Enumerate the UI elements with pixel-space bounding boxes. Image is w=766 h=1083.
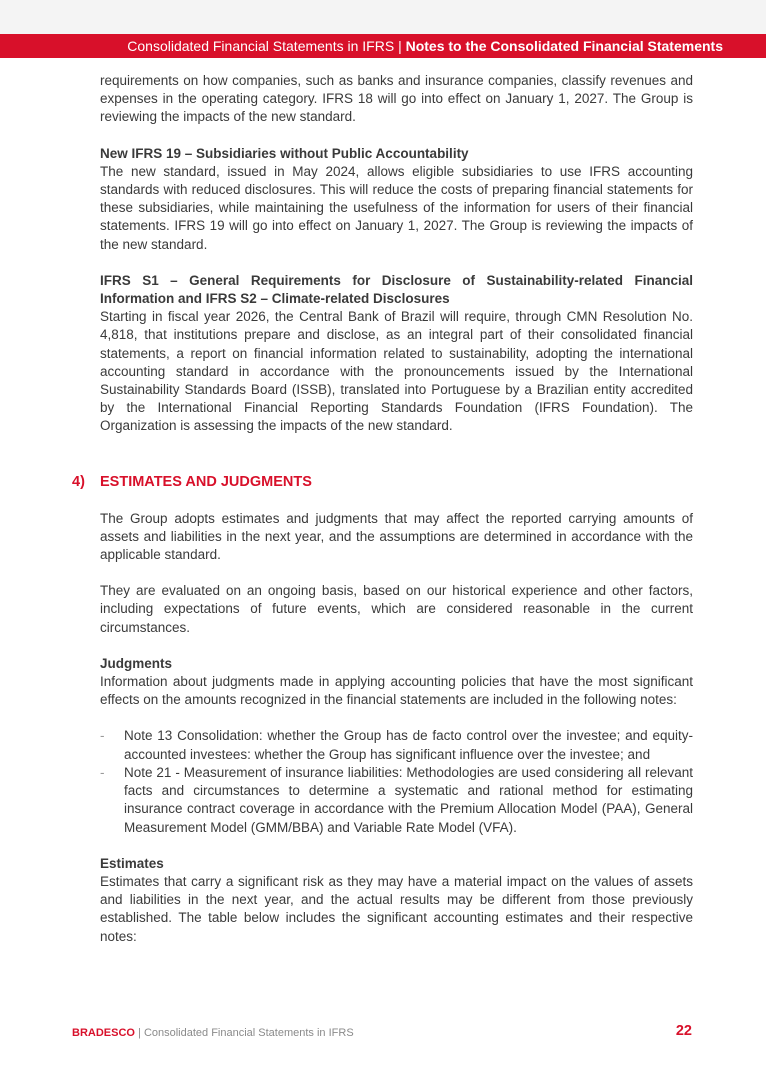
section-4-intro-paragraph-1: The Group adopts estimates and judgments that may affect the reported carrying amounts of assets and liabilities in the next year, and the assumptions are determined in accordance with the applicable standard.	[100, 510, 693, 563]
ifrs-s1-s2-heading: IFRS S1 – General Requirements for Disclosure of Sustainability-related Financial Information and IFRS S2 – Climate-related Disclosures	[100, 272, 693, 307]
page-number: 22	[675, 1023, 692, 1039]
estimates-heading: Estimates	[100, 855, 164, 871]
section-4-number: 4)	[72, 473, 85, 490]
footer-brand: BRADESCO	[72, 1027, 135, 1039]
header-separator: |	[398, 38, 402, 54]
footer-separator: |	[138, 1027, 141, 1039]
page-header	[0, 34, 766, 58]
bullet-dash: -	[100, 728, 105, 744]
list-item	[100, 727, 693, 763]
section-4-heading	[72, 472, 693, 492]
note-21-item: Note 21 - Measurement of insurance liabilities: Methodologies are used considering all relevant facts and circumstances to determine a systematic and rational method for estimating insurance contract coverage in accordance with the Premium Allocation Model (PAA), General Measurement Model (GMM/BBA) and Variable Rate Model (VFA).	[124, 764, 693, 835]
note-13-item: Note 13 Consolidation: whether the Group has de facto control over the investee; and equity-accounted investees: whether the Group has significant influence over the investee; and	[124, 728, 693, 762]
page-footer	[72, 1023, 692, 1043]
ifrs19-paragraph: The new standard, issued in May 2024, allows eligible subsidiaries to use IFRS accounting standards with reduced disclosures. This will reduce the costs of preparing financial statements for these subsidiaries, while maintaining the usefulness of the information for users of their financial statements. IFRS 19 will go into effect on January 1, 2027. The Group is reviewing the impacts of the new standard.	[100, 163, 693, 252]
judgments-paragraph: Information about judgments made in applying accounting policies that have the most significant effects on the amounts recognized in the financial statements are included in the following notes:	[100, 674, 693, 708]
list-item	[100, 764, 693, 837]
ifrs-s1-s2-paragraph: Starting in fiscal year 2026, the Central Bank of Brazil will require, through CMN Resolution No. 4,818, that institutions prepare and disclose, as an integral part of their consolidated financial statements, a report on financial information related to sustainability, adopting the international accounting standard in accordance with the pronouncements issued by the International Sustainability Standards Board (ISSB), translated into Portuguese by a Brazilian entity accredited by the International Financial Reporting Standards Foundation (IFRS Foundation). The Organization is assessing the impacts of the new standard.	[100, 309, 693, 434]
judgments-heading: Judgments	[100, 655, 173, 671]
section-4-title: ESTIMATES AND JUDGMENTS	[100, 473, 312, 490]
page-top-margin	[0, 0, 766, 34]
ifrs18-continuation-paragraph: requirements on how companies, such as banks and insurance companies, classify revenues and expenses in the operating category. IFRS 18 will go into effect on January 1, 2027. The Group is reviewing the impacts of the new standard.	[100, 73, 693, 125]
bullet-dash: -	[100, 764, 105, 780]
judgments-notes-list	[100, 727, 693, 836]
page-content	[72, 72, 693, 946]
estimates-paragraph: Estimates that carry a significant risk as they may have a material impact on the values of assets and liabilities in the next year, and the actual results may be different from those previously established. The table below includes the significant accounting estimates and their respective notes:	[100, 873, 693, 944]
header-section-title: Notes to the Consolidated Financial Statements	[405, 38, 723, 54]
ifrs19-heading: New IFRS 19 – Subsidiaries without Public Accountability	[100, 145, 469, 161]
header-report-title: Consolidated Financial Statements in IFRS	[127, 38, 395, 54]
footer-report-title: Consolidated Financial Statements in IFRS	[143, 1027, 354, 1039]
section-4-intro-paragraph-2: They are evaluated on an ongoing basis, based on our historical experience and other factors, including expectations of future events, which are considered reasonable in the current circumstances.	[100, 583, 693, 635]
